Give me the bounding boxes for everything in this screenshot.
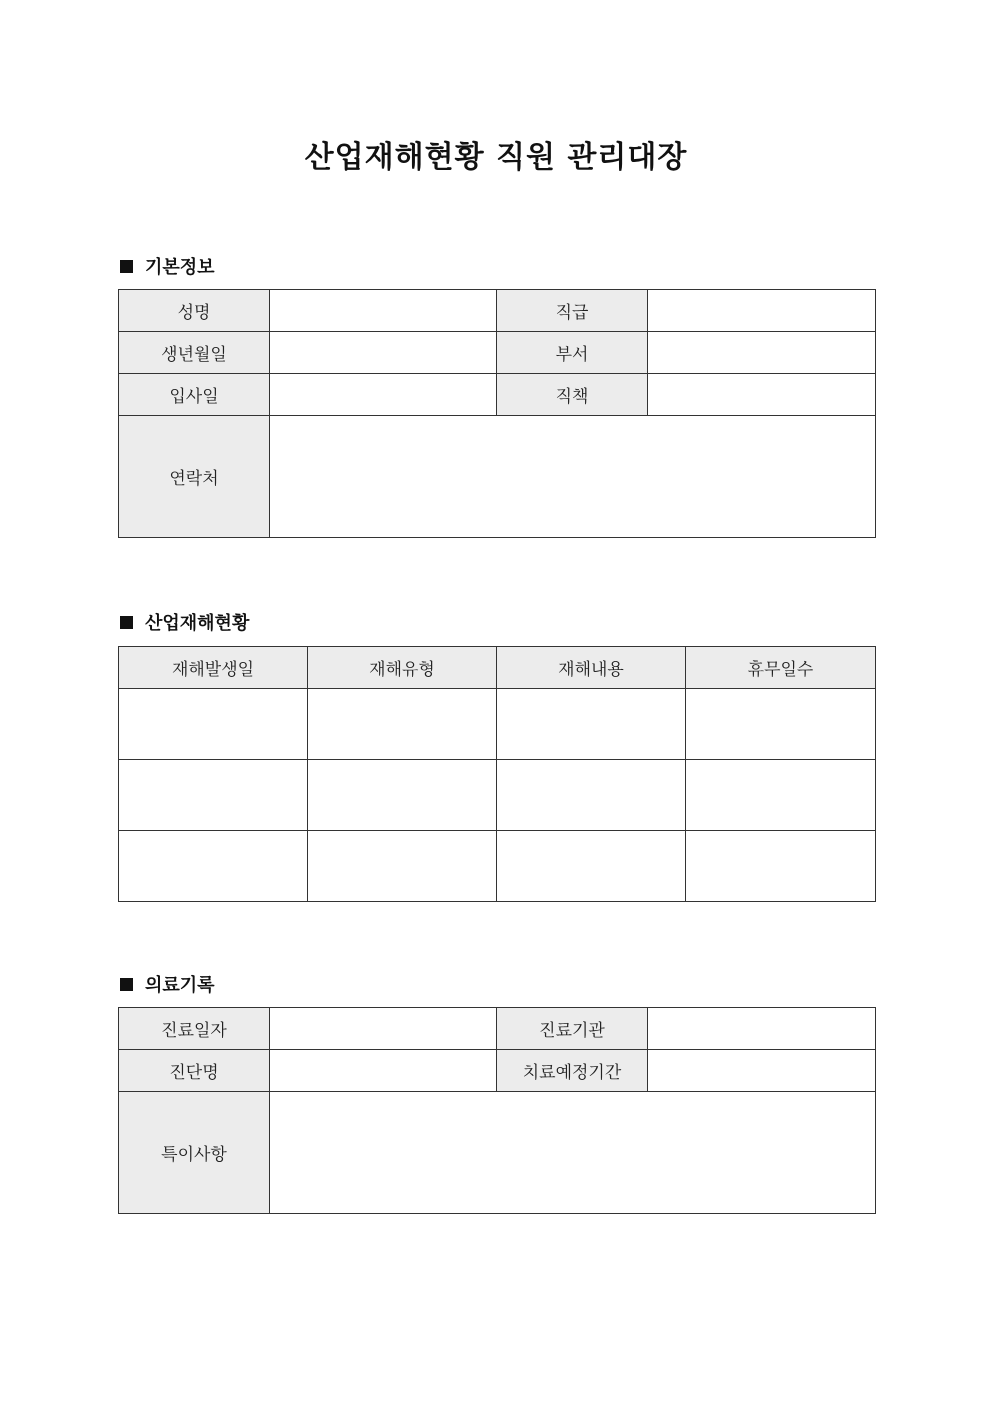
section-title: 기본정보 [145, 257, 215, 278]
accident-status-table [118, 646, 876, 902]
birth-field[interactable] [270, 332, 497, 374]
accident-detail-cell[interactable] [497, 689, 686, 760]
accident-detail-cell[interactable] [497, 831, 686, 902]
column-header-accident-type: 재해유형 [308, 647, 497, 689]
table-row [119, 760, 876, 831]
section-heading-accident-status [120, 609, 249, 635]
notes-field[interactable] [270, 1092, 876, 1214]
section-title: 산업재해현황 [145, 613, 250, 634]
square-bullet-icon [120, 616, 133, 629]
join-date-field[interactable] [270, 374, 497, 416]
rank-field[interactable] [648, 290, 876, 332]
basic-info-table [118, 289, 876, 538]
treatment-period-label: 치료예정기간 [497, 1050, 648, 1092]
accident-date-cell[interactable] [119, 831, 308, 902]
leave-days-cell[interactable] [686, 760, 876, 831]
diagnosis-label: 진단명 [119, 1050, 270, 1092]
dept-field[interactable] [648, 332, 876, 374]
accident-date-cell[interactable] [119, 760, 308, 831]
treatment-period-field[interactable] [648, 1050, 876, 1092]
square-bullet-icon [120, 978, 133, 991]
position-label: 직책 [497, 374, 648, 416]
column-header-accident-date: 재해발생일 [119, 647, 308, 689]
table-row [119, 831, 876, 902]
table-row [119, 689, 876, 760]
institution-label: 진료기관 [497, 1008, 648, 1050]
section-heading-basic-info [120, 253, 215, 279]
birth-label: 생년월일 [119, 332, 270, 374]
name-field[interactable] [270, 290, 497, 332]
rank-label: 직급 [497, 290, 648, 332]
name-label: 성명 [119, 290, 270, 332]
square-bullet-icon [120, 260, 133, 273]
page-title: 산업재해현황 직원 관리대장 [304, 140, 688, 175]
position-field[interactable] [648, 374, 876, 416]
dept-label: 부서 [497, 332, 648, 374]
column-header-leave-days: 휴무일수 [686, 647, 876, 689]
treatment-date-field[interactable] [270, 1008, 497, 1050]
institution-field[interactable] [648, 1008, 876, 1050]
join-date-label: 입사일 [119, 374, 270, 416]
leave-days-cell[interactable] [686, 831, 876, 902]
medical-record-table [118, 1007, 876, 1214]
section-heading-medical-record [120, 971, 215, 997]
treatment-date-label: 진료일자 [119, 1008, 270, 1050]
contact-field[interactable] [270, 416, 876, 538]
accident-type-cell[interactable] [308, 689, 497, 760]
accident-type-cell[interactable] [308, 760, 497, 831]
leave-days-cell[interactable] [686, 689, 876, 760]
accident-date-cell[interactable] [119, 689, 308, 760]
contact-label: 연락처 [119, 416, 270, 538]
notes-label: 특이사항 [119, 1092, 270, 1214]
accident-detail-cell[interactable] [497, 760, 686, 831]
diagnosis-field[interactable] [270, 1050, 497, 1092]
section-title: 의료기록 [145, 975, 215, 996]
accident-type-cell[interactable] [308, 831, 497, 902]
column-header-accident-detail: 재해내용 [497, 647, 686, 689]
